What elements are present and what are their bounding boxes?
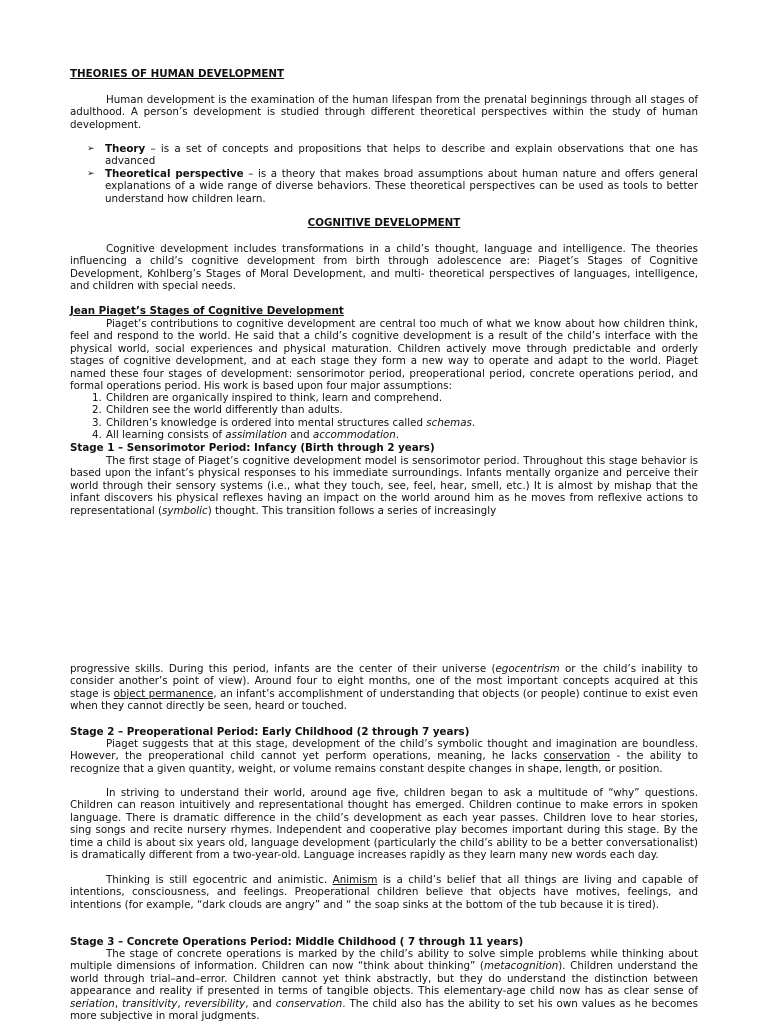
arrow-bullet-icon: ➢: [87, 168, 95, 179]
arrow-bullet-icon: ➢: [87, 144, 95, 154]
definition-text: – is a theory that makes broad assumptions about human nature and offers general explanations of a wide range of diverse behaviors. These theoretical perspectives can be used as tools to better understand how children learn.: [105, 167, 698, 205]
assumption-item: 1. Children are organically inspired to think, learn and comprehend.: [92, 392, 443, 404]
cognitive-paragraph: Cognitive development includes transformations in a child’s thought, language and intelligence. The theories influencing a child’s cognitive development from birth through adolescence are: Piaget’s Stages of Cognitive Development, Kohlberg’s Stages of Moral Development, and multi- theoretical perspectives of languages, intelligence, and children with special needs.: [70, 243, 698, 293]
stage1-heading: Stage 1 – Sensorimotor Period: Infancy (Birth through 2 years): [70, 442, 435, 454]
definition-item-theory: [70, 143, 698, 168]
stage2-heading: Stage 2 – Preoperational Period: Early Childhood (2 through 7 years): [70, 726, 470, 738]
document-title: THEORIES OF HUMAN DEVELOPMENT: [70, 68, 284, 80]
definition-term: Theory: [105, 143, 146, 155]
stage2-paragraph-2: In striving to understand their world, around age five, children began to ask a multitude of “why” questions. Children can reason intuitively and representational thought has emerged. Children continue to make errors in spoken language. There is dramatic difference in the child’s development as each year passes. Children love to hear stories, sing songs and recite nursery rhymes. Independent and cooperative play becomes important during this stage. By the time a child is about six years old, language development (particularly the child’s ability to be a better conversationalist) is dramatically different from a two-year-old. Language increases rapidly as they learn many new words each day.: [70, 787, 698, 862]
definition-item-perspective: [70, 168, 698, 205]
definitions-list: [70, 143, 698, 205]
assumption-item: 2. Children see the world differently than adults.: [92, 404, 343, 417]
definition-term: Theoretical perspective: [105, 167, 244, 180]
intro-paragraph: Human development is the examination of the human lifespan from the prenatal beginnings through all stages of adulthood. A person’s development is studied through different theoretical perspectives within the study of human development.: [70, 94, 698, 131]
stage2-paragraph-3: Thinking is still egocentric and animistic. Animism is a child’s belief that all things are living and capable of intentions, consciousness, and feelings. Preoperational children believe that objects have motives, feelings, and intentions (for example, “dark clouds are angry” and “ the soap sinks at the bottom of the tub because it is tired).: [70, 874, 698, 911]
assumption-item: 3. Children’s knowledge is ordered into mental structures called schemas.: [92, 416, 476, 429]
stage1-paragraph-part1: The first stage of Piaget’s cognitive development model is sensorimotor period. Throughout this stage behavior is based upon the infant’s physical responses to his immediate surroundings. Infants mentally organize and perceive their world through their sensory systems (i.e., what they touch, see, feel, hear, smell, etc.) It is almost by mishap that the infant discovers his physical reflexes having an impact on the world around him as he moves from reflexive actions to representational (symbolic) thought. This transition follows a series of increasingly: [70, 455, 698, 517]
piaget-paragraph: Piaget’s contributions to cognitive development are central too much of what we know about how children think, feel and respond to the world. He said that a child’s cognitive development is a result of the child’s interface with the physical world, social experiences and physical maturation. Children actively move through predictable and orderly stages of cognitive development, and at each stage they form a new way to operate and adapt to the world. Piaget named these four stages of development: sensorimotor period, preoperational period, concrete operations period, and formal operations period. His work is based upon four major assumptions:: [70, 318, 698, 393]
stage3-paragraph: The stage of concrete operations is marked by the child’s ability to solve simple problems while thinking about multiple dimensions of information. Children can now “think about thinking” (metacognition). Children understand the world through trial–and–error. Children cannot yet think abstractly, but they do understand the distinction between appearance and reality if presented in terms of tangible objects. This elementary-age child now has as clear sense of seriation, transitivity, reversibility, and conservation. The child also has the ability to set his own values as he becomes more subjective in moral judgments.: [70, 948, 698, 1023]
definition-text: – is a set of concepts and propositions that helps to describe and explain observations that one has advanced: [105, 143, 698, 168]
cognitive-heading: COGNITIVE DEVELOPMENT: [307, 217, 461, 229]
stage2-paragraph-1: Piaget suggests that at this stage, development of the child’s symbolic thought and imagination are boundless. However, the preoperational child cannot yet perform operations, meaning, he lacks conservation - the ability to recognize that a given quantity, weight, or volume remains constant despite changes in shape, length, or position.: [70, 738, 698, 775]
stage3-heading: Stage 3 – Concrete Operations Period: Middle Childhood ( 7 through 11 years): [70, 936, 524, 948]
blank-area: [70, 520, 698, 660]
assumptions-list: [70, 392, 698, 442]
assumption-item: 4. All learning consists of assimilation and accommodation.: [92, 429, 400, 442]
stage1-paragraph-part2: progressive skills. During this period, infants are the center of their universe (egocentrism or the child’s inability to consider another’s point of view). Around four to eight months, one of the most important concepts acquired at this stage is object permanence, an infant’s accomplishment of understanding that objects (or people) continue to exist even when they cannot directly be seen, heard or touched.: [70, 663, 699, 713]
piaget-heading: Jean Piaget’s Stages of Cognitive Development: [70, 305, 344, 317]
